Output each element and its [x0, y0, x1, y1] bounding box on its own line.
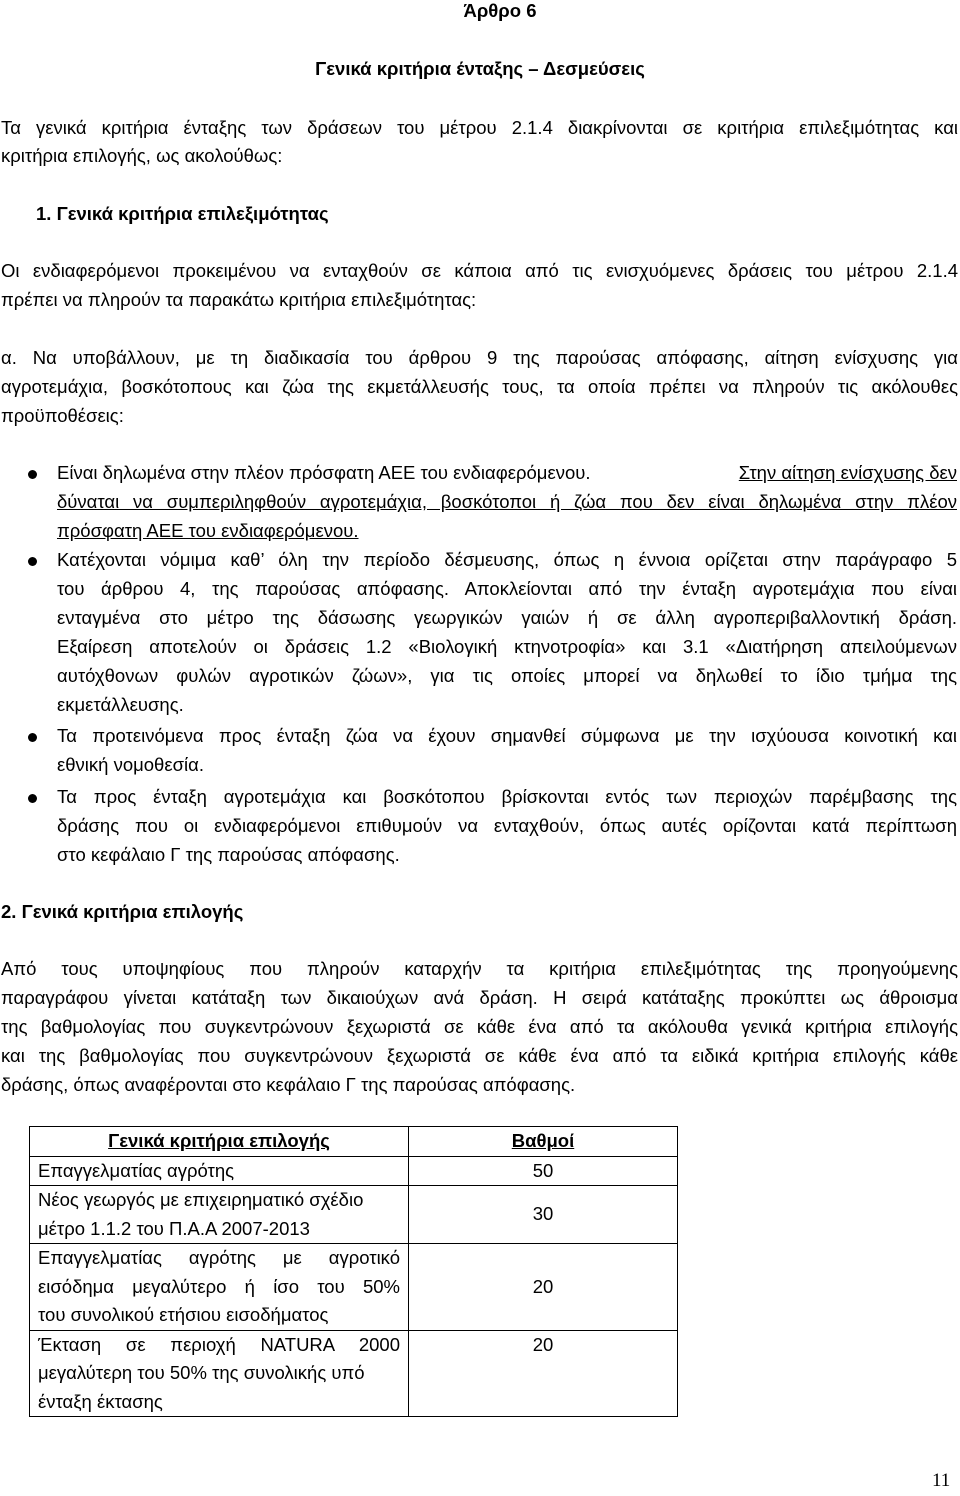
alpha-line-3: προϋποθέσεις:	[1, 405, 124, 426]
section2-para-line-2: παραγράφου γίνεται κατάταξη των δικαιούχων ανά δράση. Η σειρά κατάταξης προκύπτει ως άθροισμα	[1, 987, 958, 1008]
criterion-line: ένταξη έκτασης	[38, 1390, 163, 1412]
criterion-cell	[30, 1244, 409, 1331]
column-header-criteria: Γενικά κριτήρια επιλογής	[30, 1127, 409, 1157]
bullet-icon	[28, 733, 37, 742]
bullet-1-line-1	[57, 462, 957, 484]
bullet-1-line-3: πρόσφατη ΑΕΕ του ενδιαφερόμενου.	[57, 520, 359, 541]
article-number: Άρθρο 6	[463, 0, 537, 21]
page-number: 11	[932, 1470, 951, 1491]
section2-para-line-3: της βαθμολογίας που συγκεντρώνουν ξεχωριστά σε κάθε ένα από τα ακόλουθα γενικά κριτήρια επιλογής	[1, 1016, 958, 1037]
bullet-2-line-3: ενταγμένα στο μέτρο της δάσωσης γεωργικών γαιών ή σε άλλη αγροπεριβαλλοντική δράση.	[57, 607, 957, 628]
criterion-line: εισόδημα μεγαλύτερο ή ίσο του 50%	[38, 1275, 400, 1297]
section1-para-line-2: πρέπει να πληρούν τα παρακάτω κριτήρια επιλεξιμότητας:	[1, 289, 477, 310]
criterion-cell	[30, 1156, 409, 1186]
table-row	[30, 1186, 678, 1244]
bullet-3-line-2: εθνική νομοθεσία.	[57, 754, 204, 775]
points-cell: 50	[409, 1156, 678, 1186]
section2-para-line-4: και της βαθμολογίας που συγκεντρώνουν ξεχωριστά σε κάθε ένα από τα ειδικά κριτήρια επιλογής κάθε	[1, 1045, 958, 1066]
bullet-3-line-1: Τα προτεινόμενα προς ένταξη ζώα να έχουν σημανθεί σύμφωνα με την ισχύουσα κοινοτική και	[57, 725, 957, 746]
section1-heading: 1. Γενικά κριτήρια επιλεξιμότητας	[36, 203, 329, 224]
criterion-line: Νέος γεωργός με επιχειρηματικό σχέδιο	[38, 1189, 364, 1210]
table-row	[30, 1156, 678, 1186]
criterion-line: μεγαλύτερη του 50% της συνολικής υπό	[38, 1362, 365, 1383]
criteria-table	[29, 1126, 678, 1417]
section2-para-line-1: Από τους υποψηφίους που πληρούν καταρχήν τα κριτήρια επιλεξιμότητας της προηγούμενης	[1, 958, 958, 979]
table-header-row	[30, 1127, 678, 1157]
table-row	[30, 1244, 678, 1331]
criterion-cell	[30, 1330, 409, 1417]
intro-line-2: κριτήρια επιλογής, ως ακολούθως:	[1, 145, 283, 166]
bullet-1-plain: Είναι δηλωμένα στην πλέον πρόσφατη ΑΕΕ του ενδιαφερόμενου.	[57, 462, 591, 483]
criterion-line: Επαγγελματίας αγρότης με αγροτικό	[38, 1247, 400, 1268]
bullet-2-line-5: αυτόχθονων φυλών αγροτικών ζώων», για τις οποίες μπορεί να δηλωθεί το ίδιο τμήμα της	[57, 665, 957, 686]
points-cell: 20	[409, 1330, 678, 1417]
intro-line-1: Τα γενικά κριτήρια ένταξης των δράσεων του μέτρου 2.1.4 διακρίνονται σε κριτήρια επιλεξιμότητας και	[1, 117, 958, 138]
alpha-line-1: α. Να υποβάλλουν, με τη διαδικασία του άρθρου 9 της παρούσας απόφασης, αίτηση ενίσχυσης για	[1, 347, 958, 368]
section2-heading: 2. Γενικά κριτήρια επιλογής	[1, 901, 244, 922]
bullet-1-line-2: δύναται να συμπεριληφθούν αγροτεμάχια, βοσκότοποι ή ζώα που δεν είναι δηλωμένα στην πλέον	[57, 491, 957, 512]
points-cell: 30	[409, 1186, 678, 1244]
article-title: Γενικά κριτήρια ένταξης – Δεσμεύσεις	[315, 58, 645, 79]
bullet-4-line-3: στο κεφάλαιο Γ της παρούσας απόφασης.	[57, 844, 400, 865]
bullet-icon	[28, 470, 37, 479]
bullet-2-line-1: Κατέχονται νόμιμα καθ’ όλη την περίοδο δέσμευσης, όπως η έννοια ορίζεται στην παράγραφο 5	[57, 549, 957, 570]
section1-para-line-1: Οι ενδιαφερόμενοι προκειμένου να ενταχθούν σε κάποια από τις ενισχυόμενες δράσεις του μέτρου 2.1.4	[1, 260, 958, 281]
criterion-line: μέτρο 1.1.2 του Π.Α.Α 2007-2013	[38, 1217, 310, 1239]
table-row	[30, 1330, 678, 1417]
bullet-4-line-2: δράσης που οι ενδιαφερόμενοι επιθυμούν να ενταχθούν, όπως αυτές ορίζονται κατά περίπτωση	[57, 815, 957, 836]
bullet-4-line-1: Τα προς ένταξη αγροτεμάχια και βοσκότοπου βρίσκονται εντός των περιοχών παρέμβασης της	[57, 786, 957, 807]
bullet-2-line-2: του άρθρου 4, της παρούσας απόφασης. Αποκλείονται από την ένταξη αγροτεμάχια που είναι	[57, 578, 957, 599]
section2-para-line-5: δράσης, όπως αναφέρονται στο κεφάλαιο Γ της παρούσας απόφασης.	[1, 1074, 576, 1095]
column-header-points: Βαθμοί	[409, 1127, 678, 1157]
bullet-1-underlined: Στην αίτηση ενίσχυσης δεν	[738, 462, 957, 483]
bullet-icon	[28, 794, 37, 803]
alpha-line-2: αγροτεμάχια, βοσκότοπους και ζώα της εκμετάλλευσής τους, τα οποία πρέπει να πληρούν τις ακόλουθες	[1, 376, 958, 397]
criterion-cell	[30, 1186, 409, 1244]
criterion-line: του συνολικού ετήσιου εισοδήματος	[38, 1304, 329, 1325]
criterion-line: Επαγγελματίας αγρότης	[38, 1159, 235, 1181]
bullet-2-line-6: εκμετάλλευσης.	[57, 694, 184, 715]
bullet-2-line-4: Εξαίρεση αποτελούν οι δράσεις 1.2 «Βιολογική κτηνοτροφία» και 3.1 «Διατήρηση απειλούμενων	[57, 636, 957, 657]
bullet-icon	[28, 557, 37, 566]
criterion-line: Έκταση σε περιοχή NATURA 2000	[38, 1333, 400, 1355]
points-cell: 20	[409, 1244, 678, 1331]
